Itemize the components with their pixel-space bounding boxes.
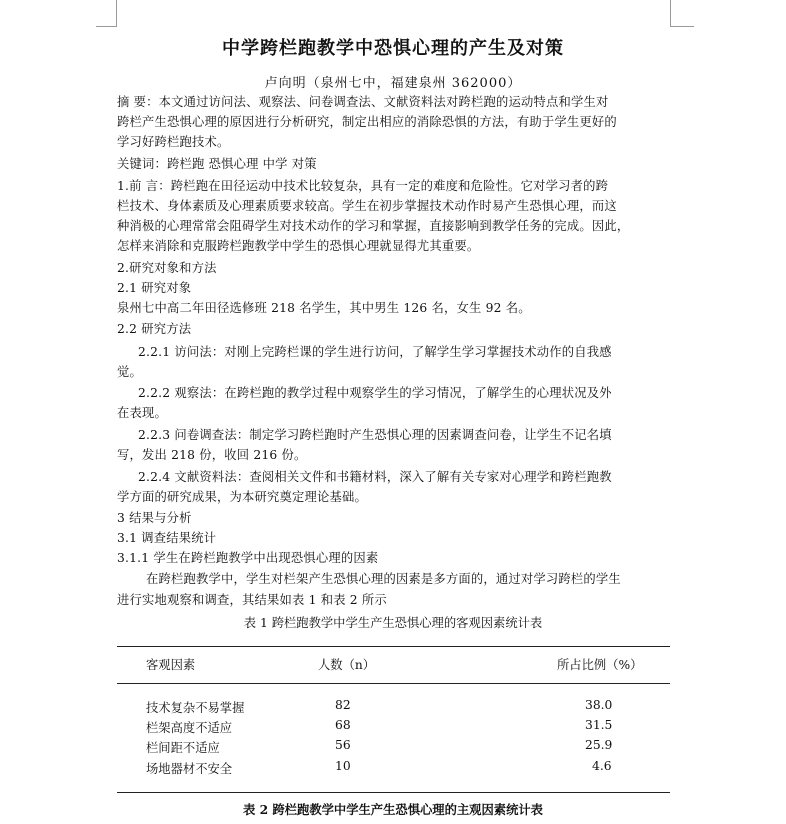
- table-1-caption: 表 1 跨栏跑教学中学生产生恐惧心理的客观因素统计表: [243, 616, 543, 630]
- table-2-caption: [0, 800, 786, 818]
- abstract-line-2: 跨栏产生恐惧心理的原因进行分析研究，制定出相应的消除恐惧的方法，有助于学生更好的: [117, 115, 617, 129]
- method-2-2-1-line-2: 觉。: [117, 365, 142, 379]
- keywords-line: 关键词：跨栏跑 恐惧心理 中学 对策: [117, 157, 317, 171]
- section-2-2-heading: 2.2 研究方法: [117, 322, 192, 336]
- table-1-row-3-factor: 栏间距不适应: [146, 741, 220, 755]
- table-1-row-2-count: 68: [335, 718, 351, 732]
- method-2-2-4-line-1: 2.2.4 文献资料法：查阅相关文件和书籍材料，深入了解有关专家对心理学和跨栏跑教: [138, 470, 612, 484]
- crop-mark-top-right-h: [670, 26, 694, 27]
- crop-mark-top-left-v: [116, 0, 117, 26]
- table-1-row-1-percent: 38.0: [585, 698, 613, 712]
- table-1-row-4-factor: 场地器材不安全: [146, 762, 233, 776]
- table-1-row-1-factor: 技术复杂不易掌握: [146, 701, 245, 715]
- method-2-2-2-line-2: 在表现。: [117, 406, 167, 420]
- table-1-row-2-factor: 栏架高度不适应: [146, 721, 233, 735]
- section-3-1-heading: 3.1 调查结果统计: [117, 531, 217, 545]
- section-3-1-1-heading: 3.1.1 学生在跨栏跑教学中出现恐惧心理的因素: [117, 551, 379, 565]
- method-2-2-3-line-2: 写，发出 218 份，收回 216 份。: [117, 448, 307, 462]
- results-line-2: 进行实地观察和调查，其结果如表 1 和表 2 所示: [117, 593, 387, 607]
- table-1-row-3-percent: 25.9: [585, 738, 613, 752]
- results-line-1: 在跨栏跑教学中，学生对栏架产生恐惧心理的因素是多方面的，通过对学习跨栏的学生: [146, 572, 621, 586]
- table-1-header-factor: 客观因素: [146, 658, 196, 672]
- method-2-2-1-line-1: 2.2.1 访问法：对刚上完跨栏课的学生进行访问，了解学生学习掌握技术动作的自我感: [138, 345, 612, 359]
- page-title: 中学跨栏跑教学中恐惧心理的产生及对策: [222, 38, 564, 59]
- table-2-caption-text: 表 2 跨栏跑教学中学生产生恐惧心理的主观因素统计表: [243, 802, 543, 817]
- method-2-2-2-line-1: 2.2.2 观察法：在跨栏跑的教学过程中观察学生的学习情况，了解学生的心理状况及外: [138, 386, 612, 400]
- abstract-line-1: 摘 要：本文通过访问法、观察法、问卷调查法、文献资料法对跨栏跑的运动特点和学生对: [117, 95, 609, 109]
- intro-line-3: 种消极的心理常常会阻碍学生对技术动作的学习和掌握，直接影响到教学任务的完成。因此，: [117, 219, 630, 233]
- table-1-row-1-count: 82: [335, 698, 351, 712]
- subjects-line: 泉州七中高二年田径选修班 218 名学生，其中男生 126 名，女生 92 名。: [117, 301, 531, 315]
- table-1-row-4-count: 10: [335, 759, 351, 773]
- table-1-row-2-percent: 31.5: [585, 718, 613, 732]
- section-2-heading: 2.研究对象和方法: [117, 261, 217, 275]
- crop-mark-top-right-v: [670, 0, 671, 26]
- table-1-bottom-rule: [117, 792, 670, 793]
- table-1-top-rule: [117, 646, 670, 647]
- intro-line-1: 1.前 言：跨栏跑在田径运动中技术比较复杂，具有一定的难度和危险性。它对学习者的跨: [117, 179, 609, 193]
- table-1-row-4-percent: 4.6: [592, 759, 612, 773]
- section-3-heading: 3 结果与分析: [117, 511, 192, 525]
- section-2-1-heading: 2.1 研究对象: [117, 281, 192, 295]
- intro-line-2: 栏技术、身体素质及心理素质要求较高。学生在初步掌握技术动作时易产生恐惧心理，而这: [117, 199, 617, 213]
- table-1-header-count: 人数（n）: [318, 658, 376, 672]
- method-2-2-3-line-1: 2.2.3 问卷调查法：制定学习跨栏跑时产生恐惧心理的因素调查问卷，让学生不记名填: [138, 428, 612, 442]
- table-1-header-rule: [117, 683, 670, 684]
- table-1-row-3-count: 56: [335, 738, 351, 752]
- abstract-line-3: 学习好跨栏跑技术。: [117, 135, 230, 149]
- author-line: 卢向明（泉州七中，福建泉州 362000）: [264, 76, 522, 91]
- table-1-header-percent: 所占比例（%）: [557, 658, 643, 672]
- method-2-2-4-line-2: 学方面的研究成果，为本研究奠定理论基础。: [117, 490, 367, 504]
- crop-mark-top-left-h: [96, 26, 117, 27]
- intro-line-4: 怎样来消除和克服跨栏跑教学中学生的恐惧心理就显得尤其重要。: [117, 239, 480, 253]
